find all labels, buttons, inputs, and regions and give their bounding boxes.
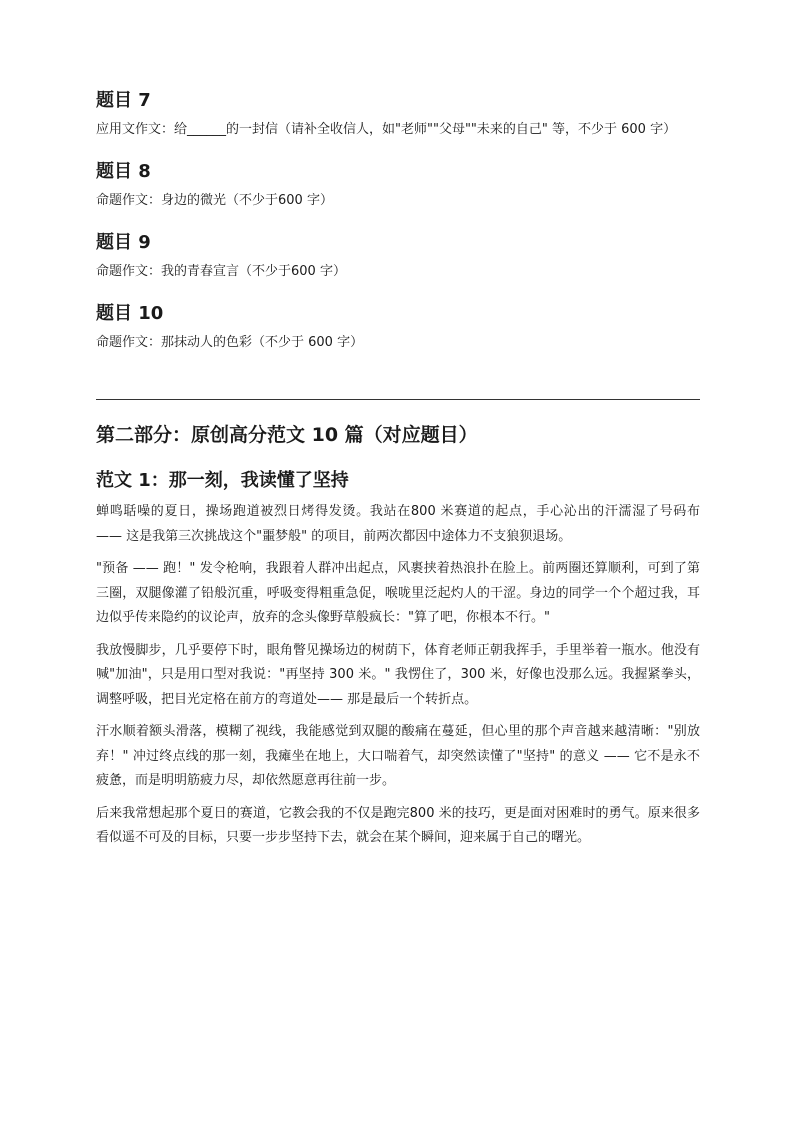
topic-title: 题目 10 <box>96 303 164 324</box>
topic-title: 题目 8 <box>96 161 151 182</box>
topic-description: 命题作文：我的青春宣言（不少于600 字） <box>96 264 346 279</box>
topic-8 <box>96 159 700 213</box>
topic-description: 命题作文：身边的微光（不少于600 字） <box>96 193 333 208</box>
topic-10 <box>96 301 700 355</box>
topic-title: 题目 9 <box>96 232 151 253</box>
essay-paragraph: 蝉鸣聒噪的夏日，操场跑道被烈日烤得发烫。我站在800 米赛道的起点，手心沁出的汗濡湿了号码布 —— 这是我第三次挑战这个"噩梦般" 的项目，前两次都因中途体力不支狼狈退场。 <box>96 504 700 544</box>
topic-7 <box>96 88 700 142</box>
topic-title: 题目 7 <box>96 90 151 111</box>
document-page <box>96 88 700 851</box>
essay-paragraph: 汗水顺着额头滑落，模糊了视线，我能感觉到双腿的酸痛在蔓延，但心里的那个声音越来越清晰："别放弃！" 冲过终点线的那一刻，我瘫坐在地上，大口喘着气，却突然读懂了"坚持" 的意义 —— 它不是永不疲惫，而是明明筋疲力尽，却依然愿意再往前一步。 <box>96 724 700 788</box>
topic-description: 命题作文：那抹动人的色彩（不少于 600 字） <box>96 335 364 350</box>
essay-paragraph: 后来我常想起那个夏日的赛道，它教会我的不仅是跑完800 米的技巧，更是面对困难时的勇气。原来很多看似遥不可及的目标，只要一步步坚持下去，就会在某个瞬间，迎来属于自己的曙光。 <box>96 805 700 845</box>
topic-9 <box>96 230 700 284</box>
part-two-heading: 第二部分：原创高分范文 10 篇（对应题目） <box>96 424 478 446</box>
essay-paragraph: 我放慢脚步，几乎要停下时，眼角瞥见操场边的树荫下，体育老师正朝我挥手，手里举着一瓶水。他没有喊"加油"，只是用口型对我说："再坚持 300 米。" 我愣住了，300 米，好像也没那么远。我握紧拳头，调整呼吸，把目光定格在前方的弯道处—— 那是最后一个转折点。 <box>96 642 700 707</box>
essay-paragraph: "预备 —— 跑！" 发令枪响，我跟着人群冲出起点，风裹挟着热浪扑在脸上。前两圈还算顺利，可到了第三圈，双腿像灌了铅般沉重，呼吸变得粗重急促，喉咙里泛起灼人的干涩。身边的同学一个个超过我，耳边似乎传来隐约的议论声，放弃的念头像野草般疯长："算了吧，你根本不行。" <box>96 561 700 625</box>
section-divider <box>96 399 700 400</box>
essay-title: 范文 1：那一刻，我读懂了坚持 <box>96 470 349 491</box>
topic-description: 应用文作文：给______的一封信（请补全收信人，如"老师""父母""未来的自己" 等，不少于 600 字） <box>96 122 677 137</box>
